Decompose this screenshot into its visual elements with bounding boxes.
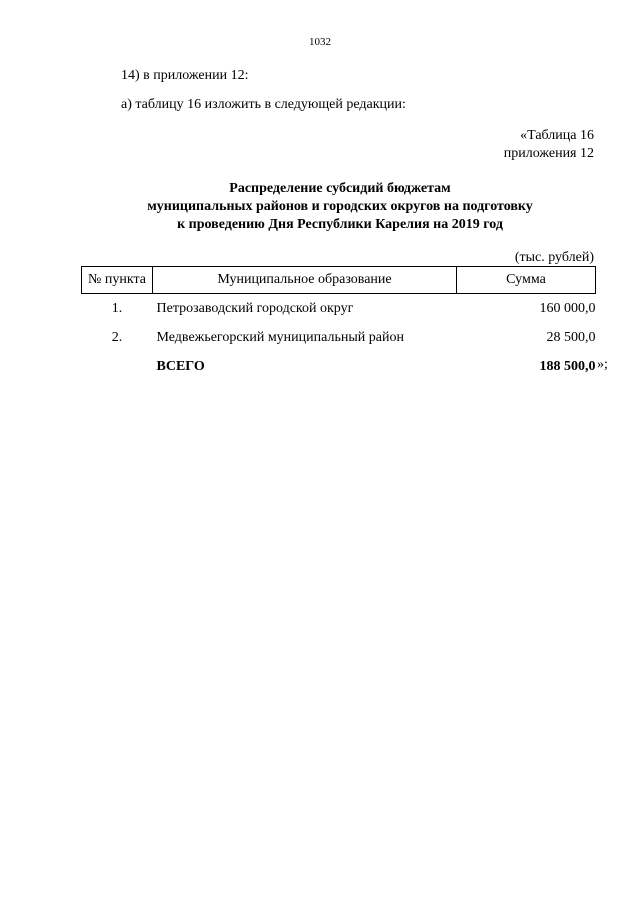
subsidy-table: [81, 266, 596, 381]
amendment-item: 14) в приложении 12:: [121, 68, 249, 83]
header-num: № пункта: [82, 267, 153, 294]
total-sum: 188 500,0: [539, 358, 596, 374]
total-num-empty: [82, 352, 153, 381]
amendment-subitem: а) таблицу 16 изложить в следующей редакции:: [121, 97, 406, 112]
row-num: 1.: [111, 300, 123, 316]
closing-quote: »;: [597, 357, 608, 372]
title-line-1: Распределение субсидий бюджетам: [229, 181, 451, 196]
row-num: 2.: [111, 329, 123, 345]
header-municipality: Муниципальное образование: [153, 267, 457, 294]
row-municipality: Медвежьегорский муниципальный район: [156, 329, 404, 345]
page-number: 1032: [309, 36, 331, 48]
row-sum: 160 000,0: [539, 300, 596, 316]
table-total-row: [82, 352, 596, 381]
document-title: [0, 180, 640, 234]
table-row: [82, 323, 596, 352]
table-row: [82, 294, 596, 324]
title-line-3: к проведению Дня Республики Карелия на 2019 год: [177, 217, 503, 232]
header-sum: Сумма: [457, 267, 596, 294]
table-caption-line-2: приложения 12: [503, 146, 594, 161]
row-sum: 28 500,0: [546, 329, 596, 345]
table-caption-line-1: «Таблица 16: [520, 128, 594, 143]
table-header-row: [82, 267, 596, 294]
row-municipality: Петрозаводский городской округ: [156, 300, 354, 316]
units-label: (тыс. рублей): [514, 250, 594, 265]
total-label: ВСЕГО: [156, 358, 205, 374]
title-line-2: муниципальных районов и городских округов на подготовку: [147, 199, 533, 214]
